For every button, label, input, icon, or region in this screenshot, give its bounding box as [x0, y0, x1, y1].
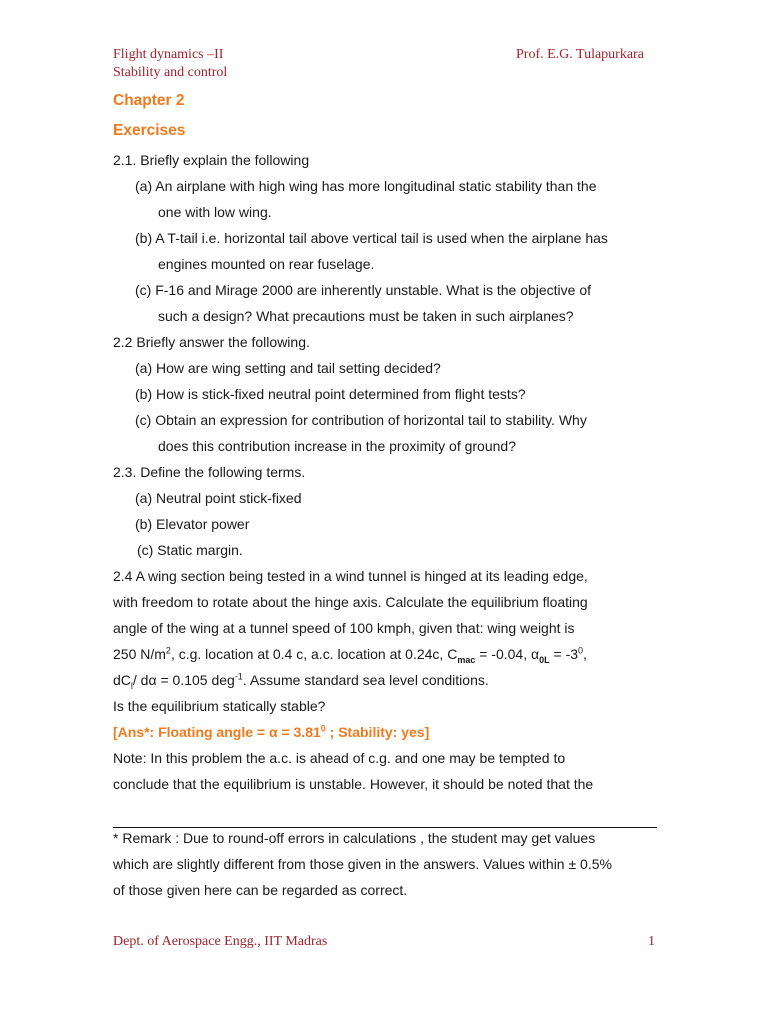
- q24-line5-text-c: . Assume standard sea level conditions.: [242, 672, 489, 688]
- q23-c: (c) Static margin.: [137, 542, 243, 558]
- q23-intro: 2.3. Define the following terms.: [113, 464, 306, 480]
- remark-line3: of those given here can be regarded as correct.: [113, 882, 408, 898]
- q21-b-line2: engines mounted on rear fuselage.: [158, 256, 375, 272]
- q22-a: (a) How are wing setting and tail setting decided?: [135, 360, 441, 376]
- header-course-title: Flight dynamics –II: [113, 47, 224, 62]
- q24-answer-text-a: [Ans*: Floating angle = α = 3.81: [113, 724, 321, 740]
- header-course-subtitle: Stability and control: [113, 65, 228, 80]
- q23-a: (a) Neutral point stick-fixed: [135, 490, 302, 506]
- q22-c-line2: does this contribution increase in the proximity of ground?: [158, 438, 516, 454]
- q24-line4-sup-deg: 0: [578, 645, 584, 656]
- q21-a-line1: (a) An airplane with high wing has more longitudinal static stability than the: [135, 178, 597, 194]
- q24-answer-text-b: ; Stability: yes]: [325, 724, 430, 740]
- q24-line4-sub-0l: 0L: [539, 654, 550, 665]
- q24-line4-text-b: , c.g. location at 0.4 c, a.c. location at 0.24c, C: [170, 646, 458, 662]
- q24-line4-text-a: 250 N/m: [113, 646, 166, 662]
- footnote-separator: [113, 827, 657, 828]
- q24-line5-sub: l: [130, 680, 133, 691]
- footer-department: Dept. of Aerospace Engg., IIT Madras: [113, 934, 328, 949]
- q21-intro: 2.1. Briefly explain the following: [113, 152, 310, 168]
- remark-line2: which are slightly different from those given in the answers. Values within ± 0.5%: [113, 856, 612, 872]
- q24-line4-text-d: = -3: [549, 646, 579, 662]
- q24-line5-sup: -1: [234, 671, 243, 682]
- q24-answer-sup: 0: [320, 723, 326, 734]
- q24-line4-text-c: = -0.04, α: [475, 646, 540, 662]
- page-number: 1: [648, 934, 655, 949]
- q24-line1: 2.4 A wing section being tested in a wind tunnel is hinged at its leading edge,: [113, 568, 588, 584]
- q22-intro: 2.2 Briefly answer the following.: [113, 334, 310, 350]
- q24-note-line1: Note: In this problem the a.c. is ahead of c.g. and one may be tempted to: [113, 750, 566, 766]
- q21-b-line1: (b) A T-tail i.e. horizontal tail above vertical tail is used when the airplane has: [135, 230, 608, 246]
- q24-line4: [113, 646, 587, 663]
- q22-c-line1: (c) Obtain an expression for contribution of horizontal tail to stability. Why: [135, 412, 587, 428]
- q24-line4-sub-mac: mac: [457, 654, 476, 665]
- q24-line3: angle of the wing at a tunnel speed of 100 kmph, given that: wing weight is: [113, 620, 575, 636]
- q21-c-line1: (c) F-16 and Mirage 2000 are inherently unstable. What is the objective of: [135, 282, 592, 298]
- q24-line5-text-b: / dα = 0.105 deg: [132, 672, 235, 688]
- q24-line2: with freedom to rotate about the hinge axis. Calculate the equilibrium floating: [113, 594, 588, 610]
- q24-line6: Is the equilibrium statically stable?: [113, 698, 326, 714]
- q22-b: (b) How is stick-fixed neutral point determined from flight tests?: [135, 386, 526, 402]
- q24-answer: [113, 724, 429, 741]
- q23-b: (b) Elevator power: [135, 516, 250, 532]
- q24-note-line2: conclude that the equilibrium is unstable. However, it should be noted that the: [113, 776, 594, 792]
- q21-c-line2: such a design? What precautions must be taken in such airplanes?: [158, 308, 574, 324]
- remark-line1: * Remark : Due to round-off errors in calculations , the student may get values: [113, 830, 596, 846]
- section-heading: Exercises: [113, 122, 186, 139]
- q24-line5-text-a: dC: [113, 672, 131, 688]
- q21-a-line2: one with low wing.: [158, 204, 272, 220]
- header-author: Prof. E.G. Tulapurkara: [516, 47, 644, 62]
- chapter-heading: Chapter 2: [113, 92, 185, 109]
- q24-line5: [113, 672, 489, 689]
- q24-line4-sup: 2: [165, 645, 171, 656]
- q24-line4-text-e: ,: [583, 646, 587, 662]
